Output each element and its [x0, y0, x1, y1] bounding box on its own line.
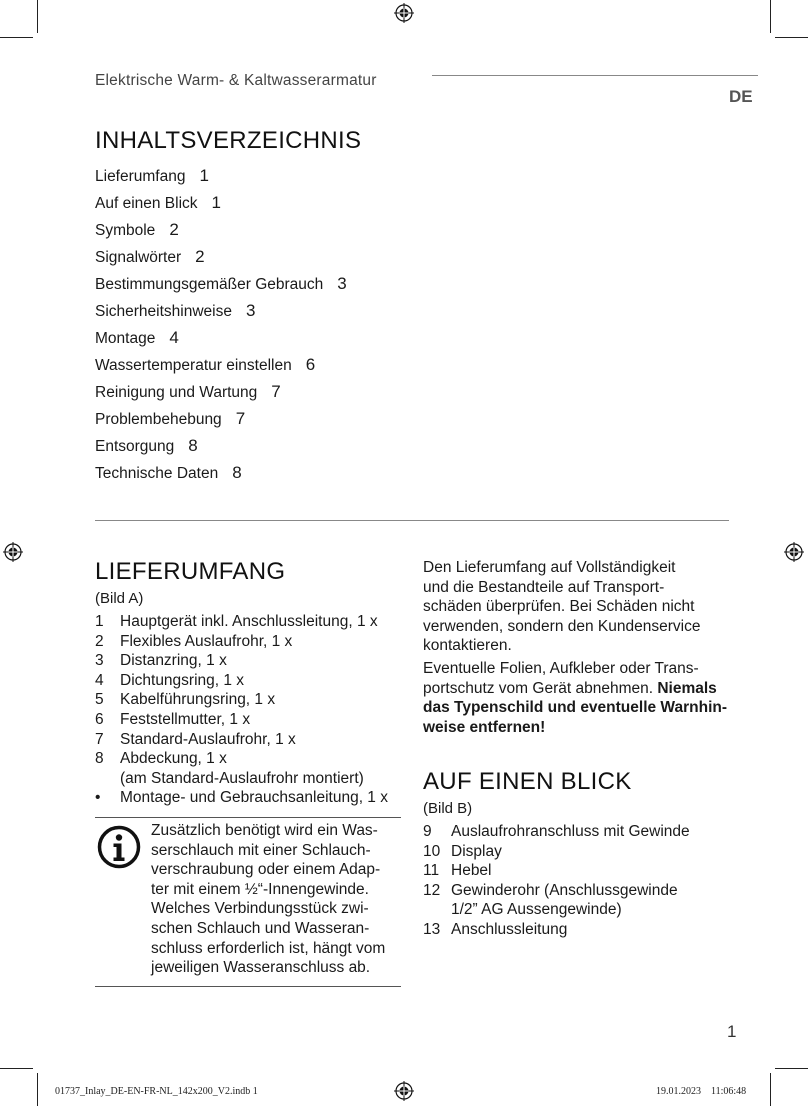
list-item-text: Gewinderohr (Anschlussgewinde: [451, 881, 678, 899]
toc-item-page: 1: [199, 166, 209, 185]
list-item-text: Abdeckung, 1 x: [120, 750, 227, 768]
info-box-top-rule: [95, 817, 401, 818]
auf-einen-blick-title: AUF EINEN BLICK: [423, 768, 632, 795]
list-item-text: Feststellmutter, 1 x: [120, 710, 251, 728]
crop-mark: [770, 0, 771, 33]
info-line: ter mit einem ½“-Innengewinde.: [151, 880, 369, 898]
paragraph-line: kontaktieren.: [423, 637, 512, 655]
list-item-text: Display: [451, 842, 502, 860]
toc-item[interactable]: [95, 351, 347, 378]
info-line: serschlauch mit einer Schlauch-: [151, 841, 371, 859]
list-item: [95, 788, 410, 808]
list-item: [95, 632, 410, 652]
lieferumfang-subtitle: (Bild A): [95, 590, 144, 607]
crop-mark: [37, 1073, 38, 1106]
toc-item-page: 8: [188, 436, 198, 455]
toc-item[interactable]: [95, 162, 347, 189]
paragraph-text: portschutz vom Gerät abnehmen.: [423, 679, 658, 697]
list-item: [95, 612, 410, 632]
info-line: schen Schlauch und Wasseran-: [151, 919, 370, 937]
section-divider: [95, 520, 729, 521]
list-item-number: 3: [95, 652, 104, 670]
info-line: Welches Verbindungsstück zwi-: [151, 900, 369, 918]
toc-item-page: 7: [271, 382, 281, 401]
registration-mark-icon: [3, 542, 23, 562]
toc-item-page: 7: [235, 409, 246, 428]
toc-item-label: Problembehebung: [95, 411, 222, 428]
list-item-text: Auslaufrohranschluss mit Gewinde: [451, 823, 690, 840]
list-item-number: 13: [423, 920, 441, 938]
lieferumfang-title: LIEFERUMFANG: [95, 558, 286, 585]
toc-item-page: 1: [211, 193, 221, 212]
toc-item-label: Wassertemperatur einstellen: [95, 357, 292, 374]
toc-item[interactable]: [95, 378, 347, 405]
info-line: Zusätzlich benötigt wird ein Was-: [151, 822, 378, 839]
list-item-text: Standard-Auslaufrohr, 1 x: [120, 730, 296, 748]
list-item-text: Anschlussleitung: [451, 920, 568, 938]
list-item: [423, 822, 743, 842]
toc-item[interactable]: [95, 216, 347, 243]
list-item-text: Montage- und Gebrauchsanleitung, 1 x: [120, 789, 388, 807]
list-item-text: Flexibles Auslaufrohr, 1 x: [120, 632, 293, 650]
paragraph-line: schäden überprüfen. Bei Schäden nicht: [423, 598, 695, 616]
list-item: [423, 920, 743, 940]
info-icon: [97, 825, 141, 869]
toc-item[interactable]: [95, 243, 347, 270]
slug-date: 19.01.2023: [656, 1086, 701, 1097]
registration-mark-icon: [394, 1081, 414, 1101]
list-item-number: 2: [95, 632, 104, 650]
list-item: [95, 651, 410, 671]
list-item: [95, 749, 410, 788]
list-item: [423, 842, 743, 862]
info-line: jeweiligen Wasseranschluss ab.: [151, 959, 371, 977]
toc-title: INHALTSVERZEICHNIS: [95, 127, 362, 154]
lieferumfang-list: [95, 612, 410, 808]
list-item-number: 10: [423, 842, 441, 860]
toc-item[interactable]: [95, 297, 347, 324]
paragraph-line: [423, 679, 743, 699]
list-item-number: 4: [95, 671, 104, 689]
list-item-note: 1/2” AG Aussengewinde): [451, 901, 622, 919]
toc-item-page: 4: [169, 328, 179, 347]
toc-item[interactable]: [95, 405, 347, 432]
crop-mark: [775, 37, 808, 38]
warning-line: weise entfernen!: [423, 718, 546, 736]
auf-einen-blick-list: [423, 822, 743, 940]
remove-packaging-paragraph: [423, 659, 743, 737]
list-item-text: Dichtungsring, 1 x: [120, 671, 245, 689]
paragraph-line: und die Bestandteile auf Transport-: [423, 578, 665, 596]
paragraph-line: verwenden, sondern den Kundenservice: [423, 617, 701, 635]
toc-item-page: 3: [337, 274, 347, 293]
crop-mark: [37, 0, 38, 33]
list-item-number: 9: [423, 823, 432, 840]
list-item-text: Hauptgerät inkl. Anschlussleitung, 1 x: [120, 613, 378, 630]
list-item: [95, 671, 410, 691]
toc-item[interactable]: [95, 459, 347, 486]
crop-mark: [0, 37, 33, 38]
toc-item-page: 2: [195, 247, 205, 266]
list-item-number: 6: [95, 710, 104, 728]
list-item: [95, 690, 410, 710]
list-item-number: 7: [95, 730, 104, 748]
toc-item-label: Signalwörter: [95, 249, 182, 266]
toc-item[interactable]: [95, 432, 347, 459]
list-item: [423, 861, 743, 881]
toc-list: [95, 162, 347, 486]
toc-item-page: 6: [305, 355, 316, 374]
toc-item-page: 2: [169, 220, 179, 239]
header-rule: [432, 75, 758, 76]
toc-item-page: 3: [246, 301, 256, 320]
list-item: [423, 881, 743, 920]
toc-item-page: 8: [232, 463, 242, 482]
auf-einen-blick-subtitle: (Bild B): [423, 800, 473, 817]
toc-item-label: Sicherheitshinweise: [95, 303, 232, 320]
toc-item[interactable]: [95, 324, 347, 351]
toc-item[interactable]: [95, 270, 347, 297]
toc-item-label: Montage: [95, 330, 156, 347]
info-box: [95, 817, 401, 987]
list-item: [95, 710, 410, 730]
toc-item-label: Technische Daten: [95, 465, 219, 482]
toc-item-label: Auf einen Blick: [95, 195, 198, 212]
registration-mark-icon: [394, 3, 414, 23]
list-item-number: 8: [95, 750, 104, 768]
bullet-icon: •: [95, 789, 101, 807]
crop-mark: [775, 1068, 808, 1069]
list-item: [95, 730, 410, 750]
info-text: [151, 821, 399, 978]
info-line: verschraubung oder einem Adap-: [151, 861, 381, 879]
list-item-number: 12: [423, 881, 441, 899]
warning-line: das Typenschild und eventuelle Warnhin-: [423, 699, 728, 717]
toc-item[interactable]: [95, 189, 347, 216]
crop-mark: [0, 1068, 33, 1069]
toc-item-label: Lieferumfang: [95, 168, 186, 185]
crop-mark: [770, 1073, 771, 1106]
slug-filename: 01737_Inlay_DE-EN-FR-NL_142x200_V2.indb 1: [55, 1086, 258, 1097]
check-delivery-paragraph: [423, 558, 743, 656]
toc-item-label: Entsorgung: [95, 438, 175, 455]
toc-item-label: Symbole: [95, 222, 156, 239]
toc-item-label: Reinigung und Wartung: [95, 384, 258, 401]
warning-text: Niemals: [657, 679, 717, 697]
info-box-bottom-rule: [95, 986, 401, 987]
list-item-text: Kabelführungsring, 1 x: [120, 691, 276, 709]
list-item-number: 1: [95, 613, 104, 630]
paragraph-line: Den Lieferumfang auf Vollständigkeit: [423, 559, 676, 576]
paragraph-line: Eventuelle Folien, Aufkleber oder Trans-: [423, 660, 699, 677]
slug-time: 11:06:48: [711, 1086, 747, 1097]
toc-item-label: Bestimmungsgemäßer Gebrauch: [95, 276, 324, 293]
list-item-number: 11: [423, 862, 440, 880]
list-item-text: Hebel: [451, 862, 492, 880]
language-badge: DE: [729, 87, 753, 106]
running-header-title: Elektrische Warm- & Kaltwasserarmatur: [95, 72, 377, 89]
list-item-text: Distanzring, 1 x: [120, 652, 227, 670]
page-number: 1: [727, 1022, 737, 1041]
info-line: schluss erforderlich ist, hängt vom: [151, 939, 386, 957]
list-item-note: (am Standard-Auslaufrohr montiert): [120, 769, 364, 787]
registration-mark-icon: [784, 542, 804, 562]
list-item-number: 5: [95, 691, 104, 709]
